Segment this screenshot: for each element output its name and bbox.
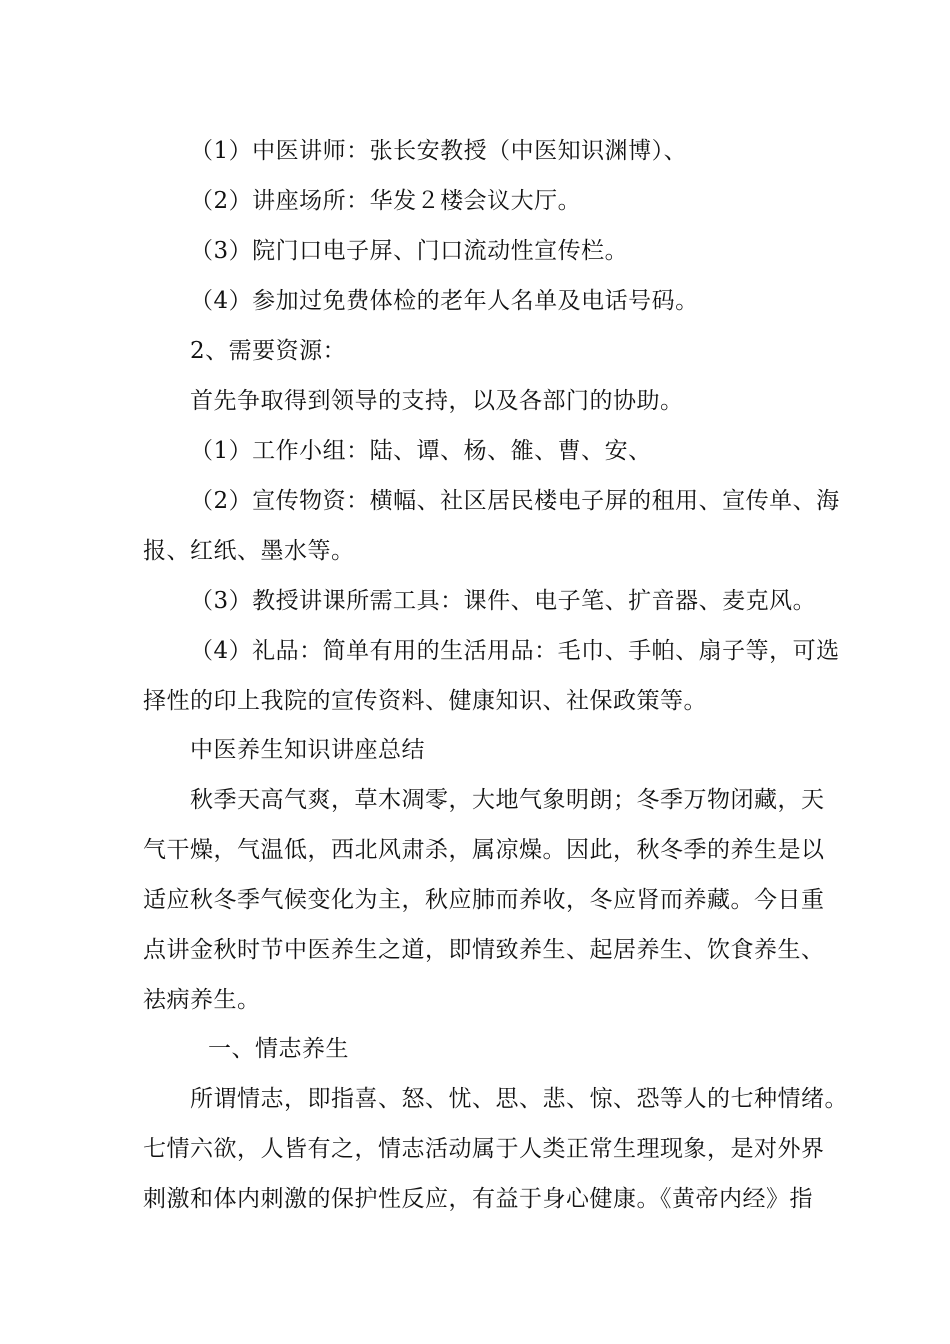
text-line: 适应秋冬季气候变化为主，秋应肺而养收，冬应肾而养藏。今日重 <box>143 887 825 913</box>
text-line: 所谓情志，即指喜、怒、忧、思、悲、惊、恐等人的七种情绪。 <box>190 1086 848 1112</box>
section-title: 中医养生知识讲座总结 <box>190 737 425 763</box>
text-line: 点讲金秋时节中医养生之道，即情致养生、起居养生、饮食养生、 <box>143 937 825 963</box>
text-line: 刺激和体内刺激的保护性反应，有益于身心健康。《黄帝内经》指 <box>143 1186 813 1212</box>
text-line: （3）院门口电子屏、门口流动性宣传栏。 <box>190 238 629 264</box>
text-line: （4）参加过免费体检的老年人名单及电话号码。 <box>190 288 699 314</box>
text-line: （3）教授讲课所需工具：课件、电子笔、扩音器、麦克风。 <box>190 588 817 614</box>
text-line: 秋季天高气爽，草木凋零，大地气象明朗；冬季万物闭藏，天 <box>190 787 825 813</box>
section-heading: 一、情志养生 <box>208 1036 349 1062</box>
section-heading: 2、需要资源： <box>190 338 347 364</box>
text-line: （2）宣传物资：横幅、社区居民楼电子屏的租用、宣传单、海 <box>190 488 840 514</box>
text-line: 气干燥，气温低，西北风肃杀，属凉燥。因此，秋冬季的养生是以 <box>143 837 825 863</box>
text-line: （2）讲座场所：华发２楼会议大厅。 <box>190 188 582 214</box>
text-line: 祛病养生。 <box>143 987 261 1013</box>
text-line: 首先争取得到领导的支持，以及各部门的协助。 <box>190 388 684 414</box>
text-line: （4）礼品：简单有用的生活用品：毛巾、手帕、扇子等，可选 <box>190 638 840 664</box>
text-line: （1）工作小组：陆、谭、杨、雒、曹、安、 <box>190 438 652 464</box>
text-line: （1）中医讲师：张长安教授（中医知识渊博）、 <box>190 138 688 164</box>
text-line: 七情六欲，人皆有之，情志活动属于人类正常生理现象，是对外界 <box>143 1136 825 1162</box>
text-line: 择性的印上我院的宣传资料、健康知识、社保政策等。 <box>143 688 707 714</box>
text-line: 报、红纸、墨水等。 <box>143 538 355 564</box>
